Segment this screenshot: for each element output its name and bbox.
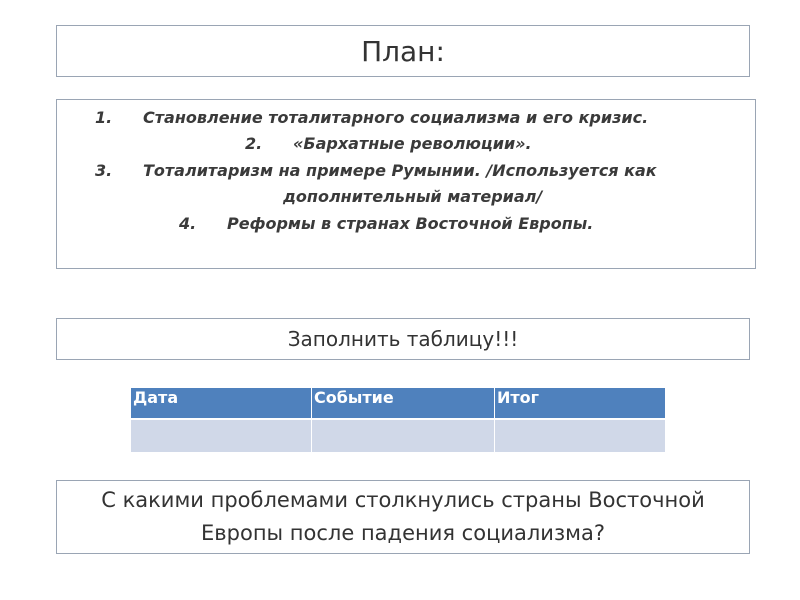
question-line-1: С какими проблемами столкнулись страны Восточной — [101, 488, 705, 512]
plan-item-number: 2. — [245, 134, 263, 153]
plan-item-1 — [95, 108, 648, 127]
question-line-2: Европы после падения социализма? — [201, 521, 605, 545]
table-cell-date[interactable] — [131, 419, 312, 452]
table-header-row — [131, 388, 665, 419]
plan-box — [56, 99, 756, 269]
plan-item-text: Тоталитаризм на примере Румынии. /Используется как — [143, 161, 657, 180]
question-text — [101, 484, 705, 550]
page-title: План: — [361, 34, 445, 68]
table-row — [131, 419, 665, 452]
plan-item-4 — [179, 214, 593, 233]
table-cell-result[interactable] — [495, 419, 666, 452]
plan-item-number: 1. — [95, 108, 113, 127]
plan-item-2 — [245, 134, 532, 153]
column-header-event: Событие — [312, 388, 495, 419]
plan-item-3-continuation: дополнительный материал/ — [283, 187, 543, 206]
column-header-result: Итог — [495, 388, 666, 419]
plan-item-number: 4. — [179, 214, 197, 233]
plan-item-text: «Бархатные революции». — [293, 134, 532, 153]
plan-item-text: Становление тоталитарного социализма и его кризис. — [143, 108, 649, 127]
table-cell-event[interactable] — [312, 419, 495, 452]
title-box — [56, 25, 750, 77]
plan-item-3 — [95, 161, 657, 180]
plan-item-number: 3. — [95, 161, 113, 180]
plan-item-text: Реформы в странах Восточной Европы. — [227, 214, 594, 233]
task-label: Заполнить таблицу!!! — [287, 327, 519, 351]
column-header-date: Дата — [131, 388, 312, 419]
events-table — [131, 388, 665, 452]
question-box — [56, 480, 750, 554]
task-box — [56, 318, 750, 360]
